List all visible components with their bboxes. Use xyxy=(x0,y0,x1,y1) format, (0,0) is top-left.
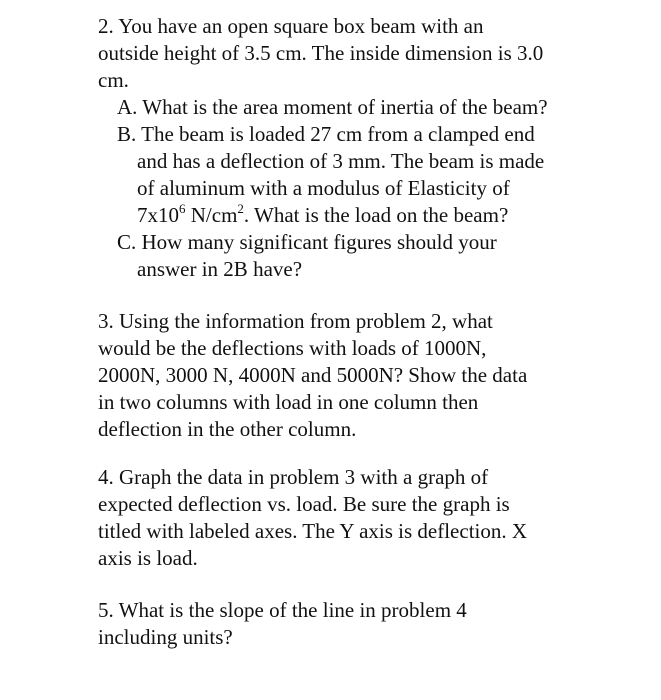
problem-3-line-4: in two columns with load in one column then xyxy=(98,390,479,414)
problem-2b-marker: B. xyxy=(117,122,137,146)
modulus-coefficient: 7x10 xyxy=(137,203,179,227)
problem-2b-line-1 xyxy=(117,121,535,148)
problem-2c-line-1 xyxy=(117,229,497,256)
problem-2a-marker: A. xyxy=(117,95,138,119)
problem-2a xyxy=(117,94,548,121)
problem-2c-marker: C. xyxy=(117,230,137,254)
problem-2-line-2: outside height of 3.5 cm. The inside dimension is 3.0 xyxy=(98,41,544,65)
modulus-unit-exponent: 2 xyxy=(237,201,244,216)
problem-2-line-3: cm. xyxy=(98,68,129,92)
problem-5-line-2: including units? xyxy=(98,625,233,649)
problem-4-line-4: axis is load. xyxy=(98,546,198,570)
problem-2b-text-1: The beam is loaded 27 cm from a clamped end xyxy=(141,122,535,146)
problem-3-line-2: would be the deflections with loads of 1000N, xyxy=(98,336,487,360)
problem-2b-question: . What is the load on the beam? xyxy=(243,203,509,227)
problem-2c-line-2: answer in 2B have? xyxy=(137,257,303,281)
problem-4-line-2: expected deflection vs. load. Be sure the graph is xyxy=(98,492,510,516)
modulus-unit: N/cm xyxy=(185,203,238,227)
problem-4-line-1: 4. Graph the data in problem 3 with a graph of xyxy=(98,465,489,489)
problem-5-line-1: 5. What is the slope of the line in problem 4 xyxy=(98,598,467,622)
problem-2b-line-3: of aluminum with a modulus of Elasticity of xyxy=(137,176,510,200)
problem-2b-line-4 xyxy=(137,202,508,229)
problem-3-line-5: deflection in the other column. xyxy=(98,417,357,441)
problem-3-line-3: 2000N, 3000 N, 4000N and 5000N? Show the data xyxy=(98,363,528,387)
problem-3-line-1: 3. Using the information from problem 2, what xyxy=(98,309,493,333)
problem-4-line-3: titled with labeled axes. The Y axis is deflection. X xyxy=(98,519,528,543)
problem-2-line-1: 2. You have an open square box beam with an xyxy=(98,14,484,38)
problem-2b-line-2: and has a deflection of 3 mm. The beam is made xyxy=(137,149,545,173)
problem-2a-text: What is the area moment of inertia of the beam? xyxy=(142,95,548,119)
modulus-exponent: 6 xyxy=(179,201,186,216)
problem-2c-text-1: How many significant figures should your xyxy=(141,230,497,254)
